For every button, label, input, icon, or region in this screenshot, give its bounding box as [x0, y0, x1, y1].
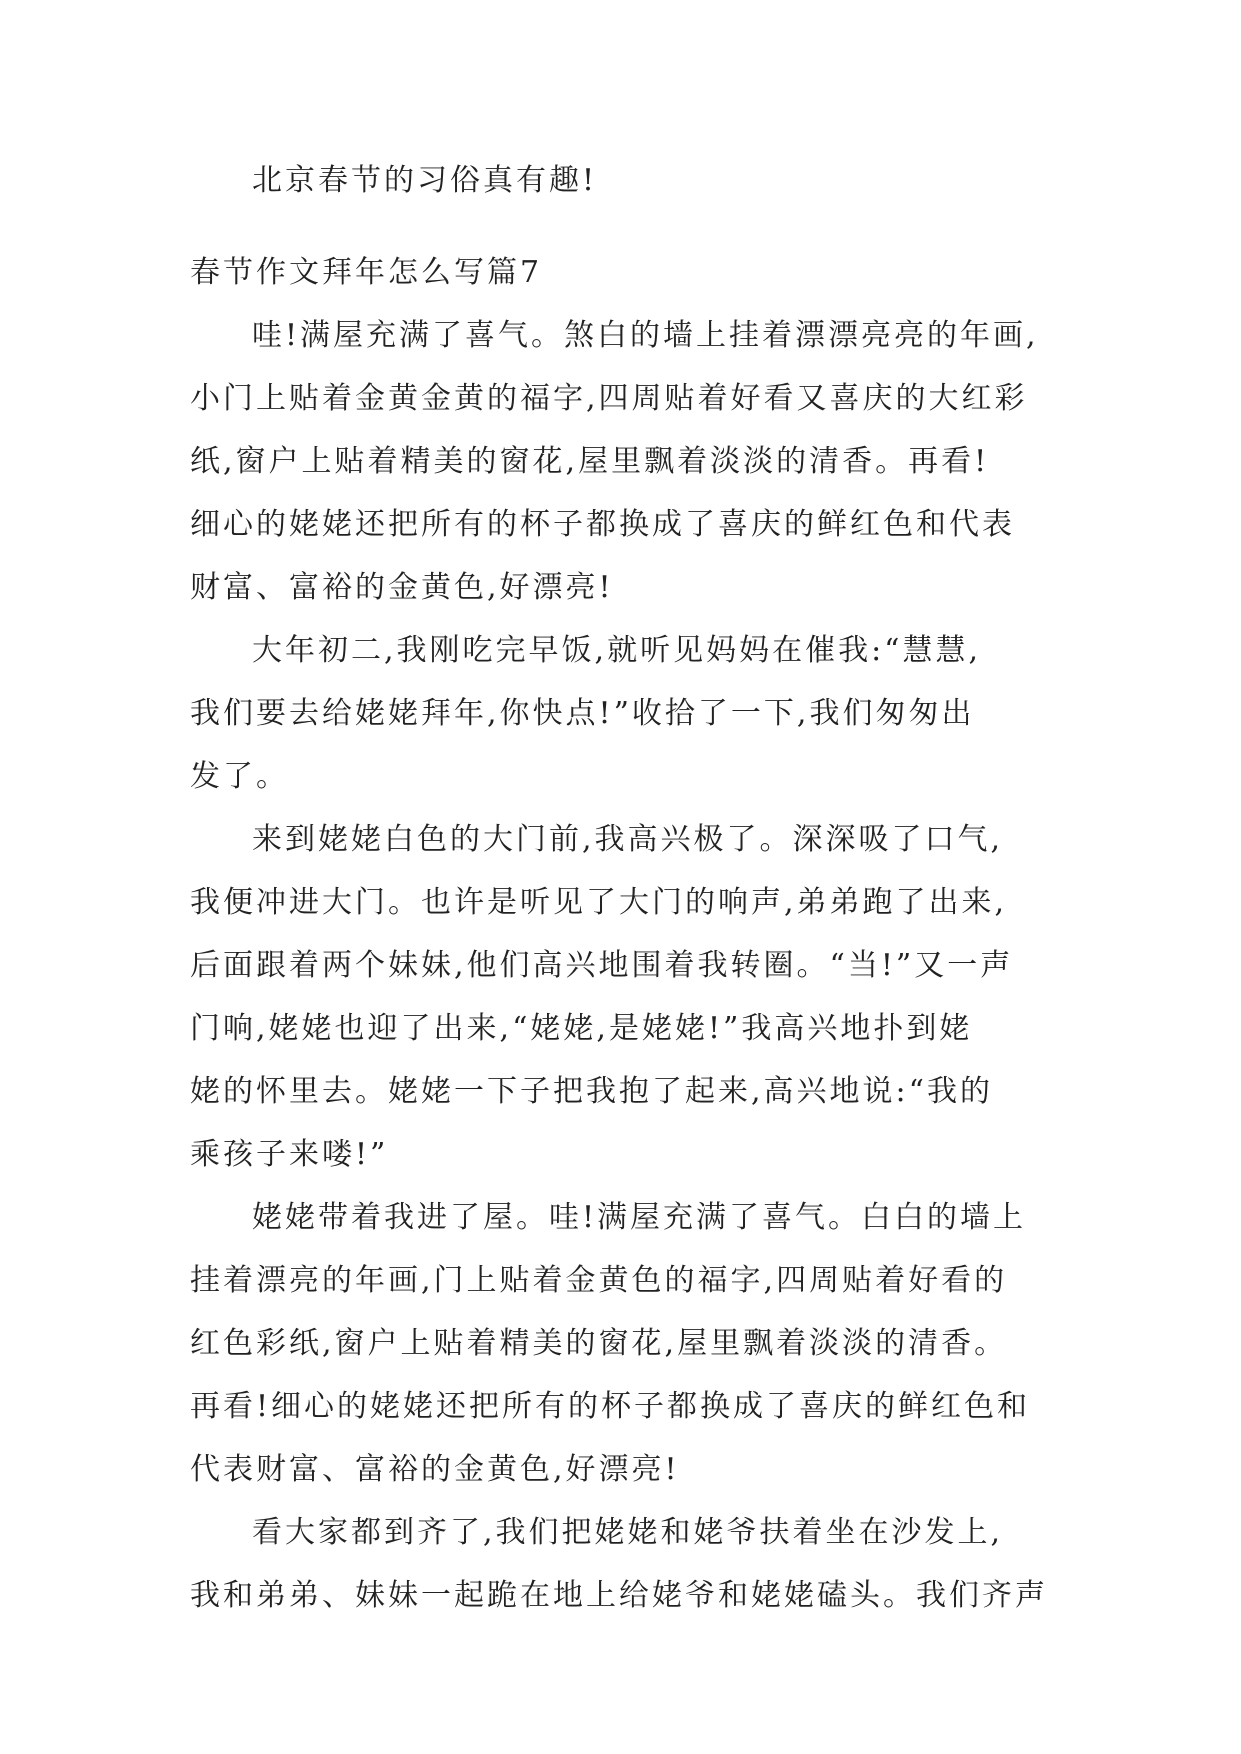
paragraph-line: 姥姥带着我进了屋。哇!满屋充满了喜气。白白的墙上 [252, 1200, 1027, 1235]
paragraph-line: 财富、富裕的金黄色,好漂亮! [190, 570, 614, 605]
paragraph-line: 纸,窗户上贴着精美的窗花,屋里飘着淡淡的清香。再看! [190, 444, 990, 479]
paragraph-line: 小门上贴着金黄金黄的福字,四周贴着好看又喜庆的大红彩 [190, 381, 1028, 416]
paragraph-line: 姥的怀里去。姥姥一下子把我抱了起来,高兴地说:“我的 [190, 1074, 993, 1109]
paragraph-line: 细心的姥姥还把所有的杯子都换成了喜庆的鲜红色和代表 [190, 507, 1015, 542]
paragraph-line: 我和弟弟、妹妹一起跪在地上给姥爷和姥姥磕头。我们齐声 [190, 1578, 1048, 1613]
paragraph-line: 发了。 [190, 759, 289, 794]
paragraph-line: 我便冲进大门。也许是听见了大门的响声,弟弟跑了出来, [190, 885, 1008, 920]
paragraph-line: 大年初二,我刚吃完早饭,就听见妈妈在催我:“慧慧, [252, 633, 982, 668]
intro-line: 北京春节的习俗真有趣! [252, 163, 598, 198]
paragraph-5 [190, 1501, 1050, 1627]
paragraph-line: 再看!细心的姥姥还把所有的杯子都换成了喜庆的鲜红色和 [190, 1389, 1031, 1424]
section-title: 春节作文拜年怎么写篇7 [190, 255, 543, 290]
paragraph-4 [190, 1186, 1050, 1501]
paragraph-line: 乘孩子来喽!” [190, 1137, 389, 1172]
intro-paragraph [190, 149, 1050, 212]
paragraph-line: 门响,姥姥也迎了出来,“姥姥,是姥姥!”我高兴地扑到姥 [190, 1011, 973, 1046]
paragraph-line: 来到姥姥白色的大门前,我高兴极了。深深吸了口气, [252, 822, 1004, 857]
paragraph-line: 红色彩纸,窗户上贴着精美的窗花,屋里飘着淡淡的清香。 [190, 1326, 1008, 1361]
paragraph-line: 代表财富、富裕的金黄色,好漂亮! [190, 1452, 680, 1487]
paragraph-line: 挂着漂亮的年画,门上贴着金黄色的福字,四周贴着好看的 [190, 1263, 1008, 1298]
paragraph-1 [190, 304, 1050, 619]
paragraph-3 [190, 808, 1050, 1186]
paragraph-line: 后面跟着两个妹妹,他们高兴地围着我转圈。“当!”又一声 [190, 948, 1014, 983]
paragraph-line: 哇!满屋充满了喜气。煞白的墙上挂着漂漂亮亮的年画, [252, 318, 1039, 353]
paragraph-2 [190, 619, 1050, 808]
paragraph-line: 我们要去给姥姥拜年,你快点!”收拾了一下,我们匆匆出 [190, 696, 975, 731]
paragraph-line: 看大家都到齐了,我们把姥姥和姥爷扶着坐在沙发上, [252, 1515, 1004, 1550]
